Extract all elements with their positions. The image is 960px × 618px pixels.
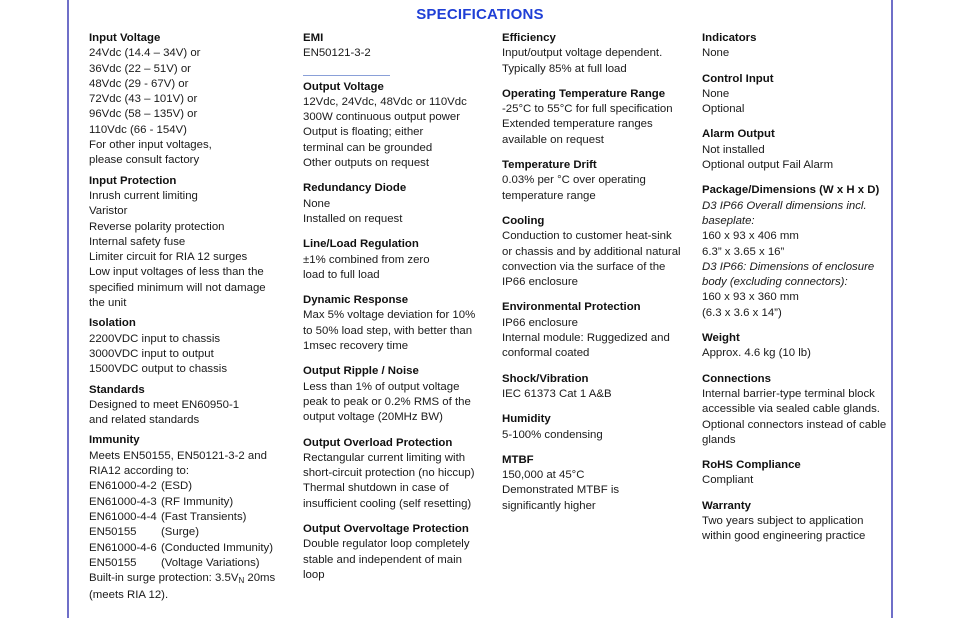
section-heading: Input Voltage <box>89 32 161 44</box>
test-description: (ESD) <box>161 480 193 493</box>
section-output-overload <box>303 436 493 512</box>
spec-line: significantly higher <box>502 499 596 512</box>
spec-line: please consult factory <box>89 154 200 167</box>
section-heading: Shock/Vibration <box>502 372 589 385</box>
spec-line: Typically 85% at full load <box>502 62 627 75</box>
spec-line: short-circuit protection (no hiccup) <box>303 467 475 480</box>
page-title: SPECIFICATIONS <box>416 6 544 23</box>
spec-line: 150,000 at 45°C <box>502 469 585 482</box>
spec-line: 160 x 93 x 406 mm <box>702 230 799 243</box>
spec-line: accessible via sealed cable glands. <box>702 403 880 416</box>
spec-line: temperature range <box>502 189 596 202</box>
section-heading: EMI <box>303 32 324 44</box>
spec-line: 12Vdc, 24Vdc, 48Vdc or 110Vdc <box>303 95 467 108</box>
spec-line: Inrush current limiting <box>89 189 198 202</box>
spec-line: baseplate: <box>702 214 755 227</box>
section-line-load-regulation <box>303 237 493 283</box>
spec-line: Max 5% voltage deviation for 10% <box>303 309 476 322</box>
section-cooling <box>502 214 692 290</box>
spec-line: conformal coated <box>502 347 590 360</box>
spec-line: 3000VDC input to output <box>89 347 214 360</box>
section-heading: Alarm Output <box>702 128 775 141</box>
spec-line: IP66 enclosure <box>502 316 578 329</box>
spec-line: Designed to meet EN60950-1 <box>89 398 240 411</box>
section-heading: Redundancy Diode <box>303 182 407 195</box>
spec-line: insufficient cooling (self resetting) <box>303 497 472 510</box>
spec-line: Less than 1% of output voltage <box>303 380 460 393</box>
section-heading: Temperature Drift <box>502 159 597 172</box>
section-control-input <box>702 72 892 118</box>
section-heading: Output Overload Protection <box>303 436 453 449</box>
test-standard: EN61000-4-2 <box>89 480 157 493</box>
test-description: (Fast Transients) <box>161 510 247 523</box>
immunity-test-row <box>89 495 289 510</box>
spec-line: Varistor <box>89 205 128 218</box>
section-connections <box>702 372 892 448</box>
test-standard: EN50155 <box>89 526 137 539</box>
spec-line: 2200VDC input to chassis <box>89 332 221 345</box>
section-heading: Warranty <box>702 499 751 512</box>
section-immunity <box>89 433 289 603</box>
spec-line: Reverse polarity protection <box>89 220 225 233</box>
spec-line: Output is floating; either <box>303 126 424 139</box>
section-isolation <box>89 316 289 377</box>
section-heading: Efficiency <box>502 32 556 44</box>
spec-line: Optional connectors instead of cable <box>702 418 887 431</box>
spec-line: 72Vdc (43 – 101V) or <box>89 93 198 106</box>
test-description: (Conducted Immunity) <box>161 541 274 554</box>
spec-line: 110Vdc (66 - 154V) <box>89 123 187 136</box>
immunity-test-list <box>89 479 289 571</box>
section-heading: Connections <box>702 372 771 385</box>
section-environmental-protection <box>502 300 692 361</box>
immunity-test-row <box>89 556 289 571</box>
section-package-dimensions <box>702 183 892 321</box>
spec-line: 0.03% per °C over operating <box>502 174 646 187</box>
spec-line: Extended temperature ranges <box>502 118 653 131</box>
test-standard: EN61000-4-6 <box>89 541 157 554</box>
section-heading: Standards <box>89 383 145 396</box>
immunity-test-row <box>89 510 289 525</box>
section-heading: Weight <box>702 332 740 345</box>
column-3 <box>502 31 692 514</box>
section-heading: Control Input <box>702 72 774 85</box>
section-heading: RoHS Compliance <box>702 459 801 472</box>
section-mtbf <box>502 453 692 514</box>
spec-line: available on request <box>502 133 604 146</box>
test-standard: EN61000-4-4 <box>89 510 157 523</box>
spec-line: loop <box>303 568 325 581</box>
spec-line: Internal barrier-type terminal block <box>702 387 875 400</box>
spec-line: Rectangular current limiting with <box>303 451 466 464</box>
spec-line: 300W continuous output power <box>303 111 461 124</box>
spec-line: EN50121-3-2 <box>303 47 371 60</box>
section-heading: Output Overvoltage Protection <box>303 523 469 536</box>
section-heading: Immunity <box>89 434 140 447</box>
test-description: (RF Immunity) <box>161 495 234 508</box>
section-heading: Dynamic Response <box>303 294 409 307</box>
section-humidity <box>502 412 692 443</box>
immunity-test-row <box>89 479 289 494</box>
section-heading: MTBF <box>502 453 534 466</box>
spec-line: (meets RIA 12). <box>89 589 169 602</box>
spec-line: 160 x 93 x 360 mm <box>702 291 799 304</box>
immunity-test-row <box>89 541 289 556</box>
spec-line: (6.3 x 3.6 x 14”) <box>702 306 782 319</box>
spec-line: output voltage (20MHz BW) <box>303 411 443 424</box>
spec-line: 1500VDC output to chassis <box>89 363 228 376</box>
spec-line: Conduction to customer heat-sink <box>502 230 672 243</box>
spec-line: 48Vdc (29 - 67V) or <box>89 77 189 90</box>
spec-line: RIA12 according to: <box>89 465 190 478</box>
spec-line: Meets EN50155, EN50121-3-2 and <box>89 449 267 462</box>
spec-line: within good engineering practice <box>702 530 866 543</box>
spec-line: peak to peak or 0.2% RMS of the <box>303 395 471 408</box>
column-2 <box>303 31 493 583</box>
spec-line: Thermal shutdown in case of <box>303 482 449 495</box>
spec-line: Low input voltages of less than the <box>89 266 264 279</box>
spec-line: body (excluding connectors): <box>702 276 848 289</box>
section-heading: Indicators <box>702 32 757 44</box>
section-heading: Isolation <box>89 317 136 330</box>
test-standard: EN50155 <box>89 556 137 569</box>
section-heading: Operating Temperature Range <box>502 87 666 100</box>
spec-line: Approx. 4.6 kg (10 lb) <box>702 347 811 360</box>
spec-line: Installed on request <box>303 212 403 225</box>
section-operating-temperature <box>502 87 692 148</box>
section-heading: Input Protection <box>89 174 177 187</box>
section-rohs-compliance <box>702 458 892 489</box>
section-shock-vibration <box>502 372 692 403</box>
spec-line: 1msec recovery time <box>303 340 409 353</box>
surge-protection-line: Built-in surge protection: $3.5V_N$ 20ms <box>89 572 276 586</box>
section-heading: Package/Dimensions (W x H x D) <box>702 184 880 197</box>
section-dynamic-response <box>303 293 493 354</box>
spec-line: Demonstrated MTBF is <box>502 484 620 497</box>
spec-line: convection via the surface of the <box>502 260 666 273</box>
spec-line: to 50% load step, with better than <box>303 324 473 337</box>
section-warranty <box>702 499 892 545</box>
section-output-overvoltage <box>303 522 493 583</box>
spec-line: None <box>702 87 730 100</box>
section-heading: Line/Load Regulation <box>303 238 419 251</box>
spec-line: Other outputs on request <box>303 157 430 170</box>
spec-line: Internal safety fuse <box>89 235 186 248</box>
spec-line: Limiter circuit for RIA 12 surges <box>89 251 248 264</box>
section-redundancy-diode <box>303 181 493 227</box>
spec-line: Input/output voltage dependent. <box>502 47 663 60</box>
spec-line: Not installed <box>702 143 765 156</box>
section-heading: Output Ripple / Noise <box>303 365 419 378</box>
section-weight <box>702 331 892 362</box>
section-temperature-drift <box>502 158 692 204</box>
spec-line: ±1% combined from zero <box>303 253 430 266</box>
section-efficiency <box>502 31 692 77</box>
test-standard: EN61000-4-3 <box>89 495 157 508</box>
immunity-test-row <box>89 525 289 540</box>
spec-line: stable and independent of main <box>303 553 462 566</box>
spec-line: IEC 61373 Cat 1 A&B <box>502 387 612 400</box>
spec-line: 96Vdc (58 – 135V) or <box>89 108 198 121</box>
section-heading: Environmental Protection <box>502 301 641 314</box>
spec-line: glands <box>702 433 736 446</box>
spec-line: Compliant <box>702 474 754 487</box>
section-emi <box>303 31 493 62</box>
spec-line: D3 IP66: Dimensions of enclosure <box>702 260 875 273</box>
spec-line: 36Vdc (22 – 51V) or <box>89 62 191 75</box>
spec-line: None <box>303 197 331 210</box>
section-indicators <box>702 31 892 62</box>
test-description: (Surge) <box>161 526 199 539</box>
section-alarm-output <box>702 127 892 173</box>
section-output-ripple-noise <box>303 364 493 425</box>
column-1 <box>89 31 289 604</box>
spec-line: 24Vdc (14.4 – 34V) or <box>89 47 201 60</box>
section-heading: Output Voltage <box>303 80 384 93</box>
spec-line: 6.3” x 3.65 x 16” <box>702 245 785 258</box>
spec-line: 5-100% condensing <box>502 428 603 441</box>
spec-line: or chassis and by additional natural <box>502 245 681 258</box>
spec-line: load to full load <box>303 268 380 281</box>
section-input-voltage <box>89 31 289 169</box>
spec-line: None <box>702 47 730 60</box>
section-heading: Cooling <box>502 214 545 227</box>
spec-line: Two years subject to application <box>702 515 864 528</box>
section-standards <box>89 383 289 429</box>
spec-line: Internal module: Ruggedized and <box>502 332 670 345</box>
spec-line: IP66 enclosure <box>502 276 578 289</box>
spec-line: Double regulator loop completely <box>303 538 470 551</box>
divider <box>303 75 390 76</box>
spec-line: -25°C to 55°C for full specification <box>502 103 673 116</box>
spec-line: terminal can be grounded <box>303 141 433 154</box>
spec-line: Optional <box>702 103 745 116</box>
spec-line: Optional output Fail Alarm <box>702 159 834 172</box>
spec-line: For other input voltages, <box>89 139 212 152</box>
column-4 <box>702 31 892 545</box>
section-input-protection <box>89 174 289 312</box>
spec-line: and related standards <box>89 414 200 427</box>
section-heading: Humidity <box>502 413 551 426</box>
spec-line: the unit <box>89 297 127 310</box>
spec-line: specified minimum will not damage <box>89 281 266 294</box>
section-output-voltage <box>303 80 493 172</box>
spec-line: D3 IP66 Overall dimensions incl. <box>702 199 867 212</box>
test-description: (Voltage Variations) <box>161 556 260 569</box>
